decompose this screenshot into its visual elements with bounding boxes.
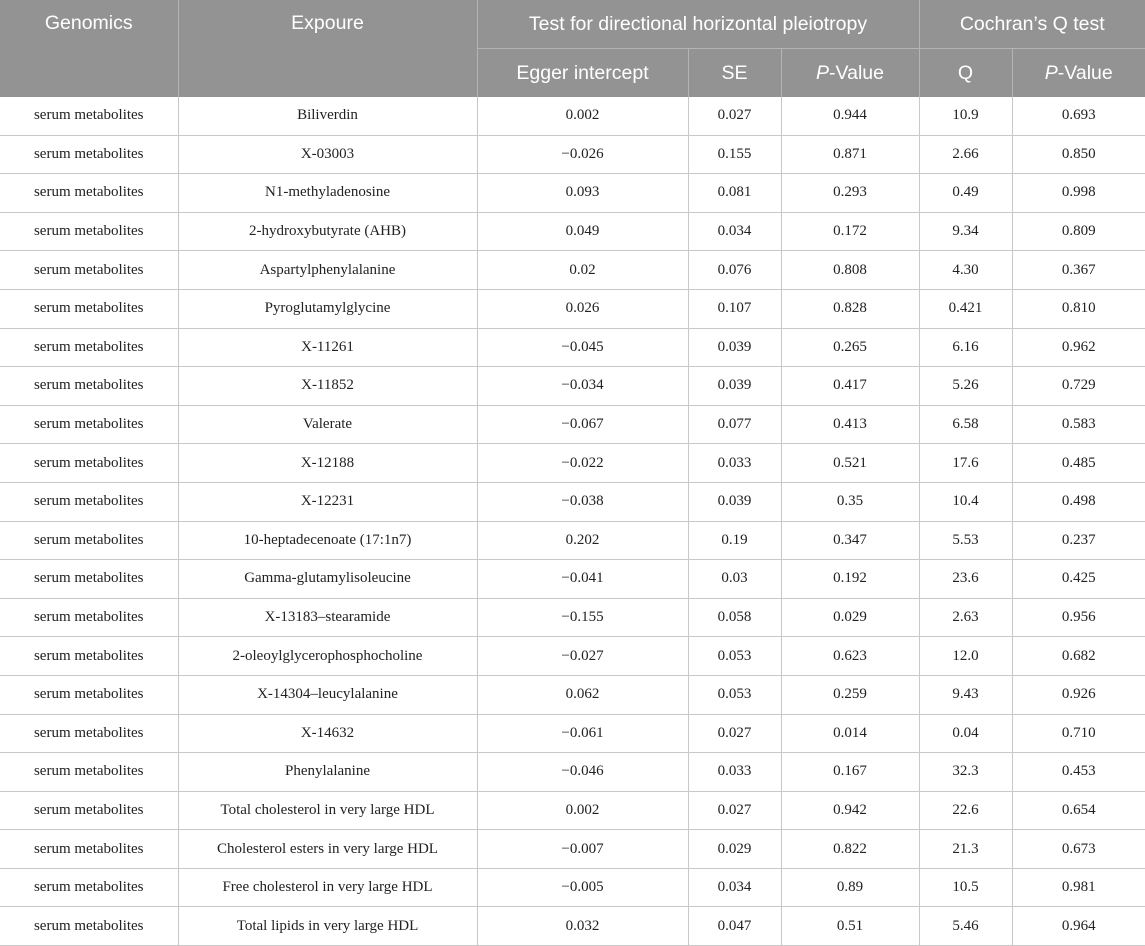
cell-se: 0.053	[688, 675, 781, 714]
cell-egger-intercept: −0.038	[477, 482, 688, 521]
cell-pleiotropy-p-value: 0.828	[781, 289, 919, 328]
cell-exposure: X-14304–leucylalanine	[178, 675, 477, 714]
cell-q: 10.5	[919, 868, 1012, 907]
cell-exposure: X-11852	[178, 367, 477, 406]
cell-genomics: serum metabolites	[0, 753, 178, 792]
cell-egger-intercept: 0.049	[477, 212, 688, 251]
header-q: Q	[919, 49, 1012, 98]
table-body	[0, 97, 1145, 946]
cell-pleiotropy-p-value: 0.871	[781, 135, 919, 174]
cell-se: 0.039	[688, 482, 781, 521]
cell-cochran-p-value: 0.485	[1012, 444, 1145, 483]
cell-cochran-p-value: 0.809	[1012, 212, 1145, 251]
p-italic-label: P	[1044, 61, 1058, 84]
cell-pleiotropy-p-value: 0.192	[781, 560, 919, 599]
cell-egger-intercept: 0.002	[477, 97, 688, 135]
cell-pleiotropy-p-value: 0.417	[781, 367, 919, 406]
cell-genomics: serum metabolites	[0, 868, 178, 907]
table-row	[0, 907, 1145, 946]
cell-egger-intercept: −0.045	[477, 328, 688, 367]
cell-cochran-p-value: 0.962	[1012, 328, 1145, 367]
cell-egger-intercept: −0.155	[477, 598, 688, 637]
table-row	[0, 328, 1145, 367]
cell-pleiotropy-p-value: 0.942	[781, 791, 919, 830]
cell-egger-intercept: 0.026	[477, 289, 688, 328]
cell-q: 6.58	[919, 405, 1012, 444]
cell-q: 32.3	[919, 753, 1012, 792]
cell-pleiotropy-p-value: 0.623	[781, 637, 919, 676]
table-row	[0, 598, 1145, 637]
cell-se: 0.029	[688, 830, 781, 869]
cell-egger-intercept: −0.061	[477, 714, 688, 753]
cell-q: 10.9	[919, 97, 1012, 135]
cell-egger-intercept: 0.002	[477, 791, 688, 830]
cell-genomics: serum metabolites	[0, 328, 178, 367]
cell-se: 0.034	[688, 868, 781, 907]
cell-egger-intercept: 0.032	[477, 907, 688, 946]
table-row	[0, 675, 1145, 714]
cell-se: 0.027	[688, 97, 781, 135]
cell-exposure: Free cholesterol in very large HDL	[178, 868, 477, 907]
cell-cochran-p-value: 0.498	[1012, 482, 1145, 521]
cell-egger-intercept: −0.005	[477, 868, 688, 907]
cell-q: 2.66	[919, 135, 1012, 174]
cell-cochran-p-value: 0.453	[1012, 753, 1145, 792]
table-row	[0, 868, 1145, 907]
cell-exposure: 10-heptadecenoate (17:1n7)	[178, 521, 477, 560]
cell-cochran-p-value: 0.710	[1012, 714, 1145, 753]
header-cochran-p-value	[1012, 49, 1145, 98]
cell-genomics: serum metabolites	[0, 251, 178, 290]
cell-pleiotropy-p-value: 0.014	[781, 714, 919, 753]
cell-genomics: serum metabolites	[0, 560, 178, 599]
cell-q: 4.30	[919, 251, 1012, 290]
table-row	[0, 560, 1145, 599]
header-genomics: Genomics	[0, 0, 178, 97]
cell-exposure: Aspartylphenylalanine	[178, 251, 477, 290]
table-row	[0, 251, 1145, 290]
cell-exposure: 2-hydroxybutyrate (AHB)	[178, 212, 477, 251]
cell-q: 5.46	[919, 907, 1012, 946]
table-row	[0, 830, 1145, 869]
cell-pleiotropy-p-value: 0.944	[781, 97, 919, 135]
cell-se: 0.076	[688, 251, 781, 290]
cell-cochran-p-value: 0.367	[1012, 251, 1145, 290]
cell-se: 0.027	[688, 714, 781, 753]
cell-se: 0.03	[688, 560, 781, 599]
cell-pleiotropy-p-value: 0.35	[781, 482, 919, 521]
cell-pleiotropy-p-value: 0.521	[781, 444, 919, 483]
table-row	[0, 753, 1145, 792]
cell-cochran-p-value: 0.673	[1012, 830, 1145, 869]
cell-egger-intercept: −0.046	[477, 753, 688, 792]
cell-genomics: serum metabolites	[0, 367, 178, 406]
header-egger-intercept: Egger intercept	[477, 49, 688, 98]
cell-exposure: Gamma-glutamylisoleucine	[178, 560, 477, 599]
table-row	[0, 212, 1145, 251]
cell-pleiotropy-p-value: 0.265	[781, 328, 919, 367]
cell-q: 6.16	[919, 328, 1012, 367]
cell-q: 0.49	[919, 174, 1012, 213]
cell-q: 21.3	[919, 830, 1012, 869]
cell-se: 0.107	[688, 289, 781, 328]
cell-se: 0.053	[688, 637, 781, 676]
header-exposure: Expoure	[178, 0, 477, 97]
table-row	[0, 174, 1145, 213]
cell-exposure: X-03003	[178, 135, 477, 174]
cell-genomics: serum metabolites	[0, 405, 178, 444]
cell-cochran-p-value: 0.981	[1012, 868, 1145, 907]
cell-se: 0.155	[688, 135, 781, 174]
cell-se: 0.034	[688, 212, 781, 251]
cell-cochran-p-value: 0.682	[1012, 637, 1145, 676]
cell-genomics: serum metabolites	[0, 135, 178, 174]
table-header	[0, 0, 1145, 97]
cell-cochran-p-value: 0.964	[1012, 907, 1145, 946]
cell-cochran-p-value: 0.425	[1012, 560, 1145, 599]
cell-exposure: 2-oleoylglycerophosphocholine	[178, 637, 477, 676]
cell-q: 12.0	[919, 637, 1012, 676]
cell-se: 0.077	[688, 405, 781, 444]
cell-pleiotropy-p-value: 0.51	[781, 907, 919, 946]
cell-genomics: serum metabolites	[0, 289, 178, 328]
cell-cochran-p-value: 0.810	[1012, 289, 1145, 328]
cell-egger-intercept: 0.062	[477, 675, 688, 714]
cell-se: 0.19	[688, 521, 781, 560]
header-pleiotropy-p-value	[781, 49, 919, 98]
cell-pleiotropy-p-value: 0.347	[781, 521, 919, 560]
cell-cochran-p-value: 0.693	[1012, 97, 1145, 135]
table-row	[0, 97, 1145, 135]
cell-cochran-p-value: 0.729	[1012, 367, 1145, 406]
header-cochran-group: Cochran’s Q test	[919, 0, 1145, 49]
cell-cochran-p-value: 0.998	[1012, 174, 1145, 213]
cell-se: 0.033	[688, 753, 781, 792]
cell-genomics: serum metabolites	[0, 598, 178, 637]
cell-se: 0.039	[688, 367, 781, 406]
cell-pleiotropy-p-value: 0.172	[781, 212, 919, 251]
cell-genomics: serum metabolites	[0, 174, 178, 213]
p-value-suffix: -Value	[829, 61, 884, 84]
table-row	[0, 521, 1145, 560]
p-value-suffix: -Value	[1057, 61, 1113, 84]
table-row	[0, 637, 1145, 676]
cell-q: 0.04	[919, 714, 1012, 753]
cell-cochran-p-value: 0.926	[1012, 675, 1145, 714]
cell-genomics: serum metabolites	[0, 97, 178, 135]
cell-exposure: N1-methyladenosine	[178, 174, 477, 213]
cell-egger-intercept: −0.034	[477, 367, 688, 406]
cell-q: 5.53	[919, 521, 1012, 560]
cell-exposure: Pyroglutamylglycine	[178, 289, 477, 328]
table-row	[0, 405, 1145, 444]
cell-genomics: serum metabolites	[0, 830, 178, 869]
cell-se: 0.039	[688, 328, 781, 367]
cell-egger-intercept: 0.202	[477, 521, 688, 560]
cell-genomics: serum metabolites	[0, 482, 178, 521]
header-pleiotropy-group: Test for directional horizontal pleiotropy	[477, 0, 919, 49]
cell-pleiotropy-p-value: 0.413	[781, 405, 919, 444]
p-italic-label: P	[816, 61, 830, 84]
cell-exposure: X-13183–stearamide	[178, 598, 477, 637]
cell-exposure: X-12188	[178, 444, 477, 483]
cell-exposure: Biliverdin	[178, 97, 477, 135]
cell-se: 0.081	[688, 174, 781, 213]
cell-cochran-p-value: 0.237	[1012, 521, 1145, 560]
cell-exposure: Valerate	[178, 405, 477, 444]
table-row	[0, 367, 1145, 406]
table-row	[0, 289, 1145, 328]
cell-q: 2.63	[919, 598, 1012, 637]
table-row	[0, 135, 1145, 174]
cell-genomics: serum metabolites	[0, 637, 178, 676]
cell-se: 0.027	[688, 791, 781, 830]
cell-exposure: X-12231	[178, 482, 477, 521]
cell-q: 22.6	[919, 791, 1012, 830]
header-se: SE	[688, 49, 781, 98]
cell-genomics: serum metabolites	[0, 907, 178, 946]
cell-exposure: Total cholesterol in very large HDL	[178, 791, 477, 830]
cell-pleiotropy-p-value: 0.259	[781, 675, 919, 714]
cell-pleiotropy-p-value: 0.293	[781, 174, 919, 213]
cell-q: 9.43	[919, 675, 1012, 714]
table-row	[0, 482, 1145, 521]
cell-genomics: serum metabolites	[0, 791, 178, 830]
cell-genomics: serum metabolites	[0, 714, 178, 753]
cell-pleiotropy-p-value: 0.029	[781, 598, 919, 637]
cell-exposure: Total lipids in very large HDL	[178, 907, 477, 946]
cell-q: 10.4	[919, 482, 1012, 521]
cell-exposure: X-11261	[178, 328, 477, 367]
cell-egger-intercept: −0.026	[477, 135, 688, 174]
table-row	[0, 714, 1145, 753]
cell-q: 5.26	[919, 367, 1012, 406]
cell-exposure: X-14632	[178, 714, 477, 753]
cell-egger-intercept: 0.02	[477, 251, 688, 290]
cell-exposure: Cholesterol esters in very large HDL	[178, 830, 477, 869]
cell-pleiotropy-p-value: 0.808	[781, 251, 919, 290]
cell-q: 17.6	[919, 444, 1012, 483]
cell-q: 23.6	[919, 560, 1012, 599]
cell-exposure: Phenylalanine	[178, 753, 477, 792]
cell-se: 0.047	[688, 907, 781, 946]
cell-q: 0.421	[919, 289, 1012, 328]
cell-cochran-p-value: 0.583	[1012, 405, 1145, 444]
cell-genomics: serum metabolites	[0, 675, 178, 714]
cell-cochran-p-value: 0.654	[1012, 791, 1145, 830]
cell-pleiotropy-p-value: 0.89	[781, 868, 919, 907]
cell-cochran-p-value: 0.850	[1012, 135, 1145, 174]
cell-egger-intercept: 0.093	[477, 174, 688, 213]
cell-se: 0.033	[688, 444, 781, 483]
cell-egger-intercept: −0.027	[477, 637, 688, 676]
cell-genomics: serum metabolites	[0, 212, 178, 251]
cell-genomics: serum metabolites	[0, 444, 178, 483]
cell-se: 0.058	[688, 598, 781, 637]
cell-egger-intercept: −0.007	[477, 830, 688, 869]
cell-pleiotropy-p-value: 0.822	[781, 830, 919, 869]
cell-egger-intercept: −0.022	[477, 444, 688, 483]
cell-egger-intercept: −0.067	[477, 405, 688, 444]
cell-cochran-p-value: 0.956	[1012, 598, 1145, 637]
cell-genomics: serum metabolites	[0, 521, 178, 560]
table-row	[0, 791, 1145, 830]
cell-q: 9.34	[919, 212, 1012, 251]
table-row	[0, 444, 1145, 483]
cell-egger-intercept: −0.041	[477, 560, 688, 599]
cell-pleiotropy-p-value: 0.167	[781, 753, 919, 792]
